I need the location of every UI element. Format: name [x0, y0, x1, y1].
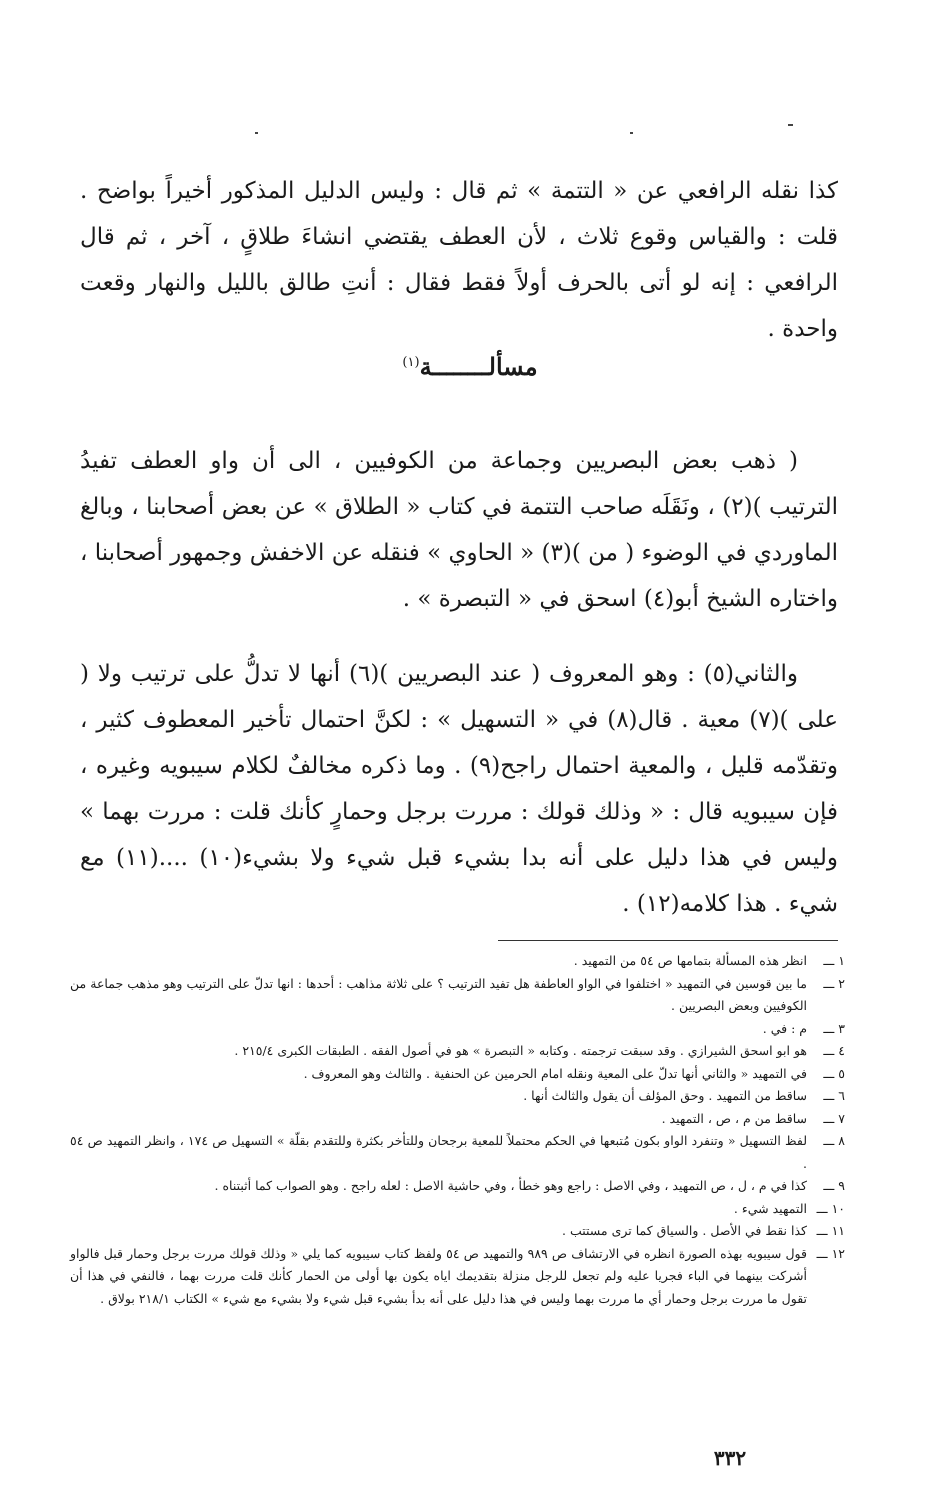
scan-speck [255, 132, 258, 134]
footnote-text: ساقط من م ، ص ، التمهيد . [661, 1110, 807, 1126]
heading-text: مسألــــــــة [419, 352, 538, 381]
body-paragraph-3: والثاني(٥) : وهو المعروف ( عند البصريين )(٦) أنها لا تدلُّ على ترتيب ولا ( على )(٧) معية . قال(٨) في « التسهيل » : لكنَّ احتمال تأخير المعطوف كثير ، وتقدّمه قليل ، والمعية احتمال راجح(٩) . وما ذكره مخالفٌ لكلام سيبويه وغيره ، فإن سيبويه قال : « وذلك قولك : مررت برجل وحمارٍ كأنك قلت : مررت بهما » وليس في هذا دليل على أنه بدا بشيء قبل شيء ولا بشيء(١٠) ....(١١) مع شيء . هذا كلامه(١٢) . [80, 661, 839, 917]
footnote-item [70, 1243, 845, 1311]
footnote-number: ١١ ـــ [816, 1223, 845, 1238]
footnote-number: ٢ ـــ [823, 975, 845, 991]
footnote-text: قول سيبويه بهذه الصورة انظره في الارتشاف ص ٩٨٩ والتمهيد ص ٥٤ ولفظ كتاب سيبويه كما يلي « وذلك قولك مررت برجل وحمار قبل فالواو أشركت بينهما في الباء فجريا عليه ولم تجعل للرجل منزلة بتقديمك اياه يكون بها أولى من الحمار كأنك قلت مررت بهما ، فالنفي في هذا أن تقول ما مررت برجل وحمار أي ما مررت بهما وليس في هذا دليل على أنه بدأ بشيء قبل شيء ولا بشيء مع شيء » الكتاب ٢١٨/١ بولاق . [70, 1245, 807, 1306]
section-heading [0, 352, 940, 381]
footnote-text: كذا في م ، ل ، ص التمهيد ، وفي الاصل : راجع وهو خطأ ، وفي حاشية الاصل : لعله راجح . وهو الصواب كما أثبتناه . [214, 1178, 807, 1193]
footnote-item [70, 973, 845, 1018]
footnote-number: ٣ ـــ [823, 1020, 845, 1036]
page-number: ٣٣٢ [713, 1446, 747, 1470]
scan-speck [630, 132, 633, 134]
footnote-text: التمهيد شيء . [733, 1200, 807, 1216]
footnote-number: ٨ ـــ [823, 1133, 845, 1148]
footnote-item [70, 1175, 845, 1198]
body-paragraph-2: ( ذهب بعض البصريين وجماعة من الكوفيين ، الى أن واو العطف تفيدُ الترتيب )(٢) ، ونَقَلَه صاحب التتمة في كتاب « الطلاق » عن بعض أصحابنا ، وبالغ الماوردي في الوضوء ( من )(٣) « الحاوي » فنقله عن الاخفش وجمهور أصحابنا ، واختاره الشيخ أبو(٤) اسحق في « التبصرة » . [80, 448, 839, 612]
footnote-number: ٩ ـــ [823, 1178, 845, 1193]
footnote-text: ساقط من التمهيد . وحق المؤلف أن يقول والثالث أنها . [523, 1088, 807, 1103]
footnotes [70, 950, 845, 1310]
heading-footnote-ref: (١) [402, 355, 420, 370]
footnote-text: لفظ التسهيل « وتنفرد الواو بكون مُتبعها في الحكم محتملاً للمعية برجحان وللتأخر بكثرة وللتقدم بقلّة » التسهيل ص ١٧٤ ، وانظر التمهيد ص ٥٤ . [70, 1133, 808, 1171]
footnote-number: ١ ـــ [823, 953, 845, 968]
footnote-item [70, 1018, 845, 1041]
footnote-item [70, 1130, 845, 1175]
footnote-text: في التمهيد « والثاني أنها تدلّ على المعية ونقله امام الحرمين عن الحنفية . والثالث وهو المعروف . [303, 1065, 807, 1081]
footnote-text: كذا نقط في الأصل . والسياق كما ترى مستتب . [562, 1223, 807, 1238]
footnote-item [70, 950, 845, 973]
footnote-item [70, 1063, 845, 1086]
footnote-text: هو ابو اسحق الشيرازي . وقد سبقت ترجمته . وكتابه « التبصرة » هو في أصول الفقه . الطبقات الكبرى ٢١٥/٤ . [234, 1043, 807, 1058]
footnote-item [70, 1220, 845, 1243]
footnote-item [70, 1108, 845, 1131]
footnote-number: ٧ ـــ [823, 1110, 845, 1126]
footnote-item [70, 1040, 845, 1063]
footnote-number: ٦ ـــ [823, 1088, 845, 1103]
footnote-text: ما بين قوسين في التمهيد « اختلفوا في الواو العاطفة هل تفيد الترتيب ؟ على ثلاثة مذاهب : أحدها : انها تدلّ على الترتيب وهو مذهب جماعة من الكوفيين وبعض البصريين . [70, 975, 807, 1013]
footnote-number: ١٠ ـــ [816, 1200, 845, 1216]
footnote-text: م : في . [762, 1020, 807, 1036]
footnote-separator [498, 940, 838, 941]
footnote-text: انظر هذه المسألة بتمامها ص ٥٤ من التمهيد . [573, 953, 807, 968]
footnote-number: ١٢ ـــ [816, 1245, 845, 1261]
scan-speck [788, 124, 793, 126]
body-paragraph-1: كذا نقله الرافعي عن « التتمة » ثم قال : وليس الدليل المذكور أخيراً بواضح . قلت : والقياس وقوع ثلاث ، لأن العطف يقتضي انشاءَ طلاقٍ ، آخر ، ثم قال الرافعي : إنه لو أتى بالحرف أولاً فقط فقال : أنتِ طالق بالليل والنهار وقعت واحدة . [80, 178, 838, 342]
footnote-item [70, 1198, 845, 1221]
footnote-item [70, 1085, 845, 1108]
footnote-number: ٥ ـــ [823, 1065, 845, 1081]
footnote-number: ٤ ـــ [823, 1043, 845, 1058]
